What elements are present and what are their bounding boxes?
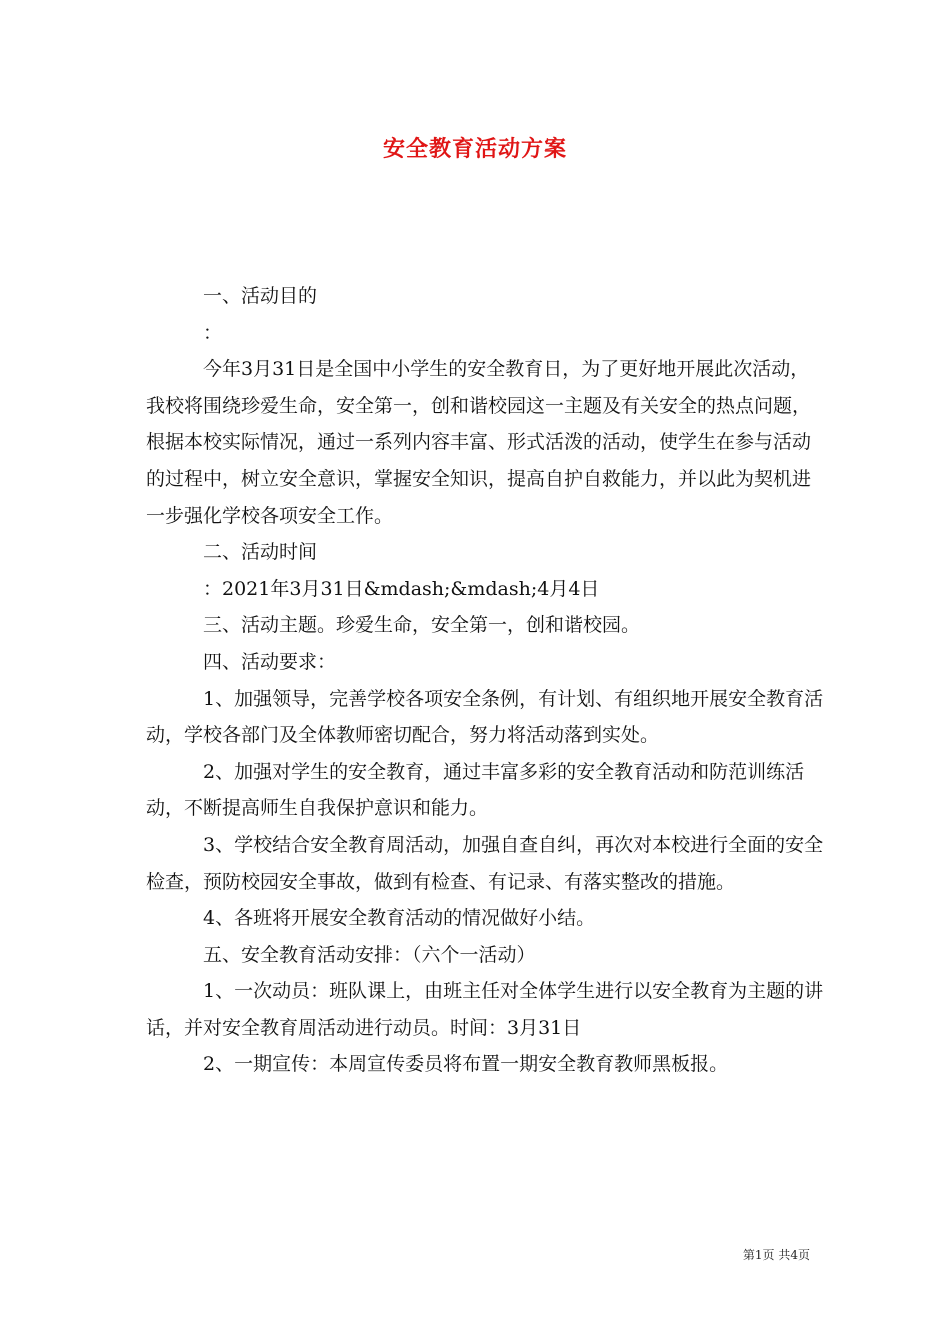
paragraph-purpose-body: 今年3月31日是全国中小学生的安全教育日，为了更好地开展此次活动，我校将围绕珍爱生命，安全第一，创和谐校园这一主题及有关安全的热点问题，根据本校实际情况，通过一系列内容丰富、形式活泼的活动，使学生在参与活动的过程中，树立安全意识，掌握安全知识，提高自护自救能力，并以此为契机进一步强化学校各项安全工作。 [146, 358, 812, 527]
requirement-item-3: 3、学校结合安全教育周活动，加强自查自纠，再次对本校进行全面的安全检查，预防校园安全事故，做到有检查、有记录、有落实整改的措施。 [146, 833, 824, 893]
paragraph-time-body: ：2021年3月31日&mdash;&mdash;4月4日 [203, 577, 600, 600]
document-body [146, 278, 826, 1083]
requirement-item-4: 4、各班将开展安全教育活动的情况做好小结。 [203, 907, 596, 930]
page-number: 第1页 共4页 [742, 1248, 810, 1262]
section-heading-requirements: 四、活动要求： [203, 650, 337, 673]
document-title: 安全教育活动方案 [382, 136, 567, 162]
section-heading-arrangement: 五、安全教育活动安排：（六个一活动） [203, 943, 536, 966]
arrangement-item-2: 2、一期宣传：本周宣传委员将布置一期安全教育教师黑板报。 [203, 1053, 729, 1076]
section-heading-time: 二、活动时间 [203, 541, 318, 564]
requirement-item-2: 2、加强对学生的安全教育，通过丰富多彩的安全教育活动和防范训练活动，不断提高师生自我保护意识和能力。 [146, 760, 805, 820]
section-heading-theme: 三、活动主题。珍爱生命，安全第一，创和谐校园。 [203, 614, 641, 637]
paragraph-colon: ： [203, 321, 223, 344]
requirement-item-1: 1、加强领导，完善学校各项安全条例，有计划、有组织地开展安全教育活动，学校各部门及全体教师密切配合，努力将活动落到实处。 [146, 687, 824, 747]
arrangement-item-1: 1、一次动员：班队课上，由班主任对全体学生进行以安全教育为主题的讲话，并对安全教育周活动进行动员。时间：3月31日 [146, 980, 824, 1039]
section-heading-purpose: 一、活动目的 [203, 285, 318, 307]
